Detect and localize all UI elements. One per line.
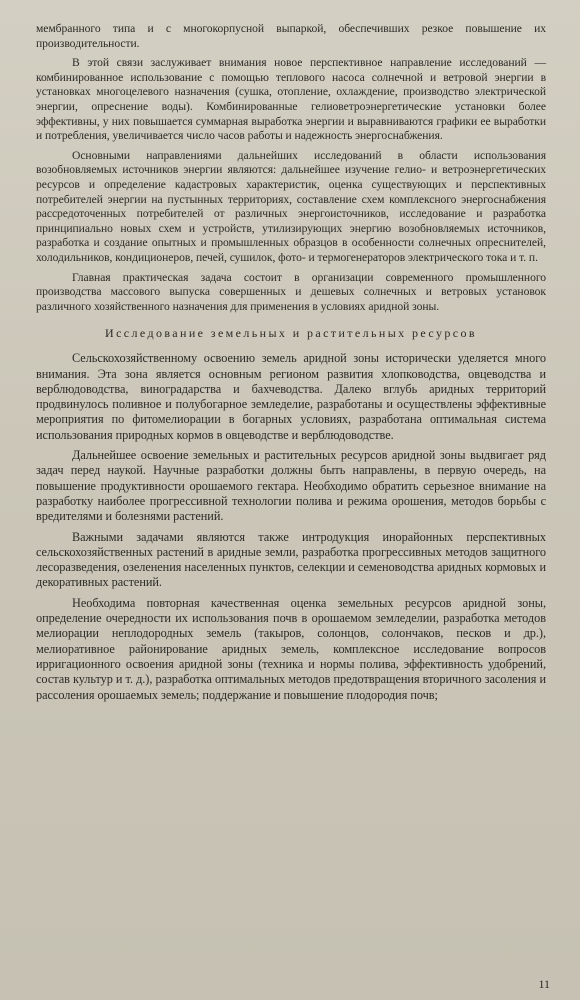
page-number: 11 [538, 977, 550, 991]
paragraph: Важными задачами являются также интродукция инорайонных перспективных сельскохозяйственных растений в аридные земли, разработка прогрессивных методов защитного лесоразведения, озеленения населенных пунктов, селекции и семеноводства аридных кормовых и декоративных растений. [36, 529, 546, 590]
paragraph: В этой связи заслуживает внимания новое перспективное направление исследований — комбинированное использование с помощью теплового насоса солнечной и ветровой энергии в установках многоцелевого назначения (сушка, отопление, охлаждение, производство электрической энергии, опреснение воды). Комбинированные гелиоветроэнергетические установки более эффективны, у них повышается суммарная выработка энергии и выравниваются графики ее выработки и потребления, увеличивается число часов работы и надежность энергоснабжения. [36, 56, 546, 143]
paragraph-continuation: мембранного типа и с многокорпусной выпаркой, обеспечивших резкое повышение их производительности. [36, 22, 546, 50]
section-heading: Исследование земельных и растительных ресурсов [105, 326, 477, 341]
text-block-section [36, 351, 546, 703]
paragraph: Необходима повторная качественная оценка земельных ресурсов аридной зоны, определение очередности их использования почв в орошаемом земледелии, разработка методов мелиорации неплодородных земель (такыров, солонцов, солончаков, песков и др.), мелиоративное районирование аридных земель, комплексное исследование вопросов ирригационного освоения аридной зоны (техника и нормы полива, эффективность удобрений, состав культур и т. д.), разработка оптимальных методов предотвращения вторичного засоления и рассоления орошаемых земель; поддержание и повышение плодородия почв; [36, 595, 546, 702]
paragraph: Дальнейшее освоение земельных и растительных ресурсов аридной зоны выдвигает ряд задач перед наукой. Научные разработки должны быть направлены, в первую очередь, на повышение продуктивности орошаемого гектара. Необходимо обратить серьезное внимание на разработку наиболее прогрессивной технологии полива и режима орошения, методов борьбы с вредителями и болезнями растений. [36, 448, 546, 524]
paragraph: Сельскохозяйственному освоению земель аридной зоны исторически уделяется много внимания. Эта зона является основным регионом развития хлопководства, овцеводства и верблюдоводства, виноградарства и бахчеводства. Далеко вглубь аридных территорий продвинулось поливное и полубогарное земледелие, разработаны и осуществлены эффективные мероприятия по фитомелиорации в богарных условиях, разработана оптимальная система использования природных кормов в овцеводстве и верблюдоводстве. [36, 351, 546, 442]
paragraph: Основными направлениями дальнейших исследований в области использования возобновляемых источников энергии являются: дальнейшее изучение гелио- и ветроэнергетических ресурсов и определение кадастровых характеристик, оценка существующих и перспективных потребителей энергии на пустынных территориях, составление схем комплексного энергоснабжения рассредоточенных потребителей от различных энергоисточников, исследование и разработка принципиально новых схем и устройств, утилизирующих энергию возобновляемых источников, разработка и создание опытных и промышленных образцов в особенности солнечных опреснителей, холодильников, кондиционеров, печей, сушилок, фото- и термогенераторов электрического тока и т. п. [36, 148, 546, 264]
text-block-top [36, 22, 546, 314]
paragraph: Главная практическая задача состоит в организации современного промышленного производства массового выпуска совершенных и дешевых солнечных и ветровых установок различного хозяйственного назначения для применения в условиях аридной зоны. [36, 270, 546, 313]
